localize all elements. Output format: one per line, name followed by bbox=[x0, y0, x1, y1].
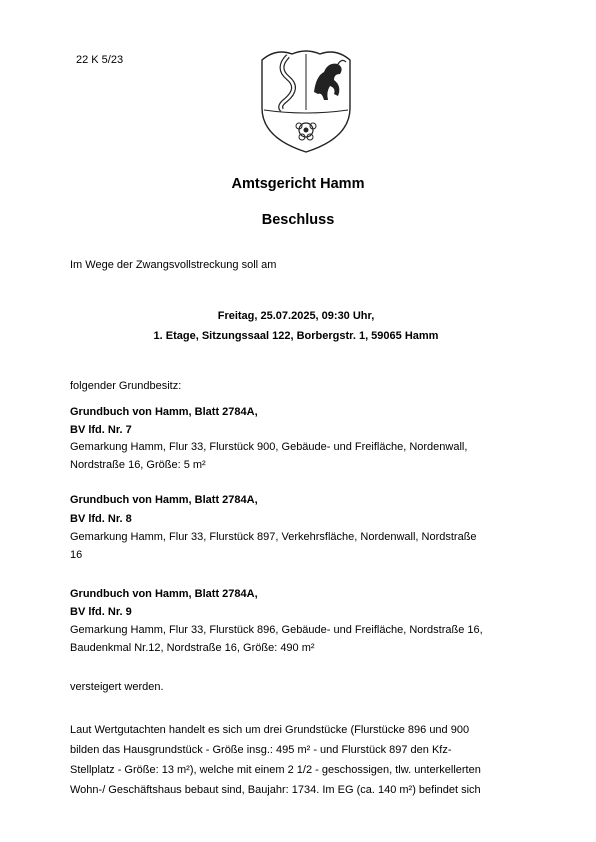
auction-text: versteigert werden. bbox=[70, 681, 164, 693]
property-description: Gemarkung Hamm, Flur 33, Flurstück 896, Gebäude- und Freifläche, Nordstraße 16, bbox=[70, 624, 483, 636]
property-description: Gemarkung Hamm, Flur 33, Flurstück 897, Verkehrsfläche, Nordenwall, Nordstraße bbox=[70, 531, 477, 543]
property-intro: folgender Grundbesitz: bbox=[70, 380, 182, 392]
property-description: Gemarkung Hamm, Flur 33, Flurstück 900, Gebäude- und Freifläche, Nordenwall, bbox=[70, 441, 468, 453]
document-title: Beschluss bbox=[261, 212, 335, 228]
property-register: Grundbuch von Hamm, Blatt 2784A, bbox=[70, 406, 258, 418]
valuation-line: Laut Wertgutachten handelt es sich um drei Grundstücke (Flurstücke 896 und 900 bbox=[70, 724, 470, 736]
property-bv-number: BV lfd. Nr. 9 bbox=[70, 606, 132, 618]
valuation-line: Wohn-/ Geschäftshaus bebaut sind, Baujahr: 1734. Im EG (ca. 140 m²) befindet sich bbox=[70, 784, 481, 796]
appointment-location: 1. Etage, Sitzungssaal 122, Borbergstr. 1, 59065 Hamm bbox=[153, 330, 439, 342]
nrw-coat-of-arms-icon bbox=[258, 46, 354, 154]
court-name: Amtsgericht Hamm bbox=[231, 176, 365, 192]
property-description: 16 bbox=[70, 549, 83, 561]
valuation-line: bilden das Hausgrundstück - Größe insg.: 495 m² - und Flurstück 897 den Kfz- bbox=[70, 744, 452, 756]
property-register: Grundbuch von Hamm, Blatt 2784A, bbox=[70, 494, 258, 506]
property-description: Nordstraße 16, Größe: 5 m² bbox=[70, 459, 206, 471]
appointment-date: Freitag, 25.07.2025, 09:30 Uhr, bbox=[217, 310, 375, 322]
property-bv-number: BV lfd. Nr. 7 bbox=[70, 424, 132, 436]
valuation-line: Stellplatz - Größe: 13 m²), welche mit einem 2 1/2 - geschossigen, tlw. unterkellerten bbox=[70, 764, 481, 776]
property-description: Baudenkmal Nr.12, Nordstraße 16, Größe: 490 m² bbox=[70, 642, 315, 654]
intro-text: Im Wege der Zwangsvollstreckung soll am bbox=[70, 259, 277, 271]
file-number: 22 K 5/23 bbox=[76, 54, 124, 66]
property-bv-number: BV lfd. Nr. 8 bbox=[70, 513, 132, 525]
property-register: Grundbuch von Hamm, Blatt 2784A, bbox=[70, 588, 258, 600]
